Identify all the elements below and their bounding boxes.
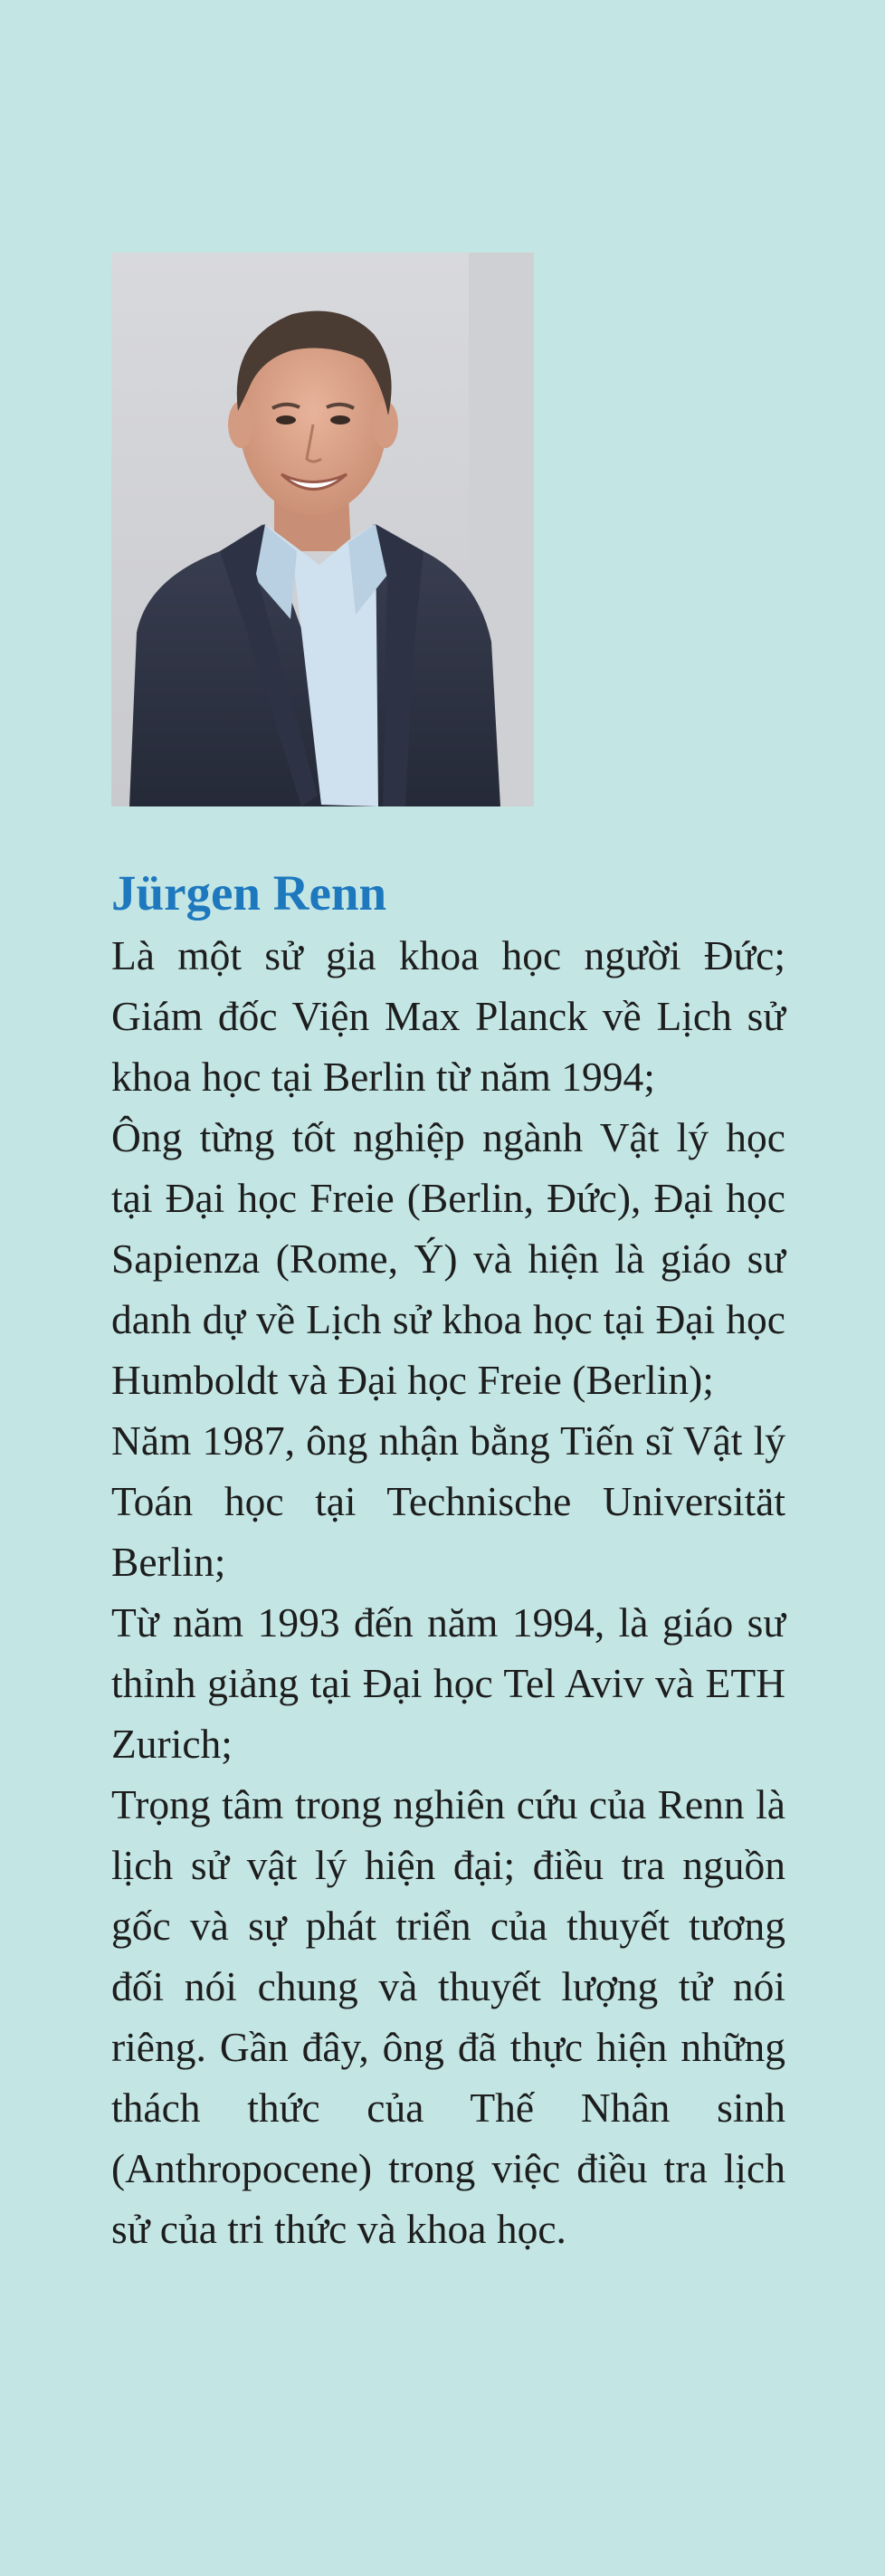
bio-paragraph: Năm 1987, ông nhận bằng Tiến sĩ Vật lý Toán học tại Technische Universität Berlin; — [111, 1417, 785, 1585]
bio-paragraph: Trọng tâm trong nghiên cứu của Renn là lịch sử vật lý hiện đại; điều tra nguồn gốc và sự phát triển của thuyết tương đối nói chung và thuyết lượng tử nói riêng. Gần đây, ông đã thực hiện những thách thức của Thế Nhân sinh (Anthropocene) trong việc điều tra lịch sử của tri thức và khoa học. — [111, 1781, 785, 2252]
bio-paragraph: Ông từng tốt nghiệp ngành Vật lý học tại Đại học Freie (Berlin, Đức), Đại học Sapienza (Rome, Ý) và hiện là giáo sư danh dự về Lịch sử khoa học tại Đại học Humboldt và Đại học Freie (Berlin); — [111, 1114, 785, 1403]
bio-paragraph: Từ năm 1993 đến năm 1994, là giáo sư thỉnh giảng tại Đại học Tel Aviv và ETH Zurich; — [111, 1599, 785, 1767]
author-bio — [111, 925, 785, 2259]
bio-paragraph: Là một sử gia khoa học người Đức; Giám đốc Viện Max Planck về Lịch sử khoa học tại Berlin từ năm 1994; — [111, 932, 785, 1100]
author-name: Jürgen Renn — [111, 865, 387, 921]
author-photo — [111, 253, 534, 806]
